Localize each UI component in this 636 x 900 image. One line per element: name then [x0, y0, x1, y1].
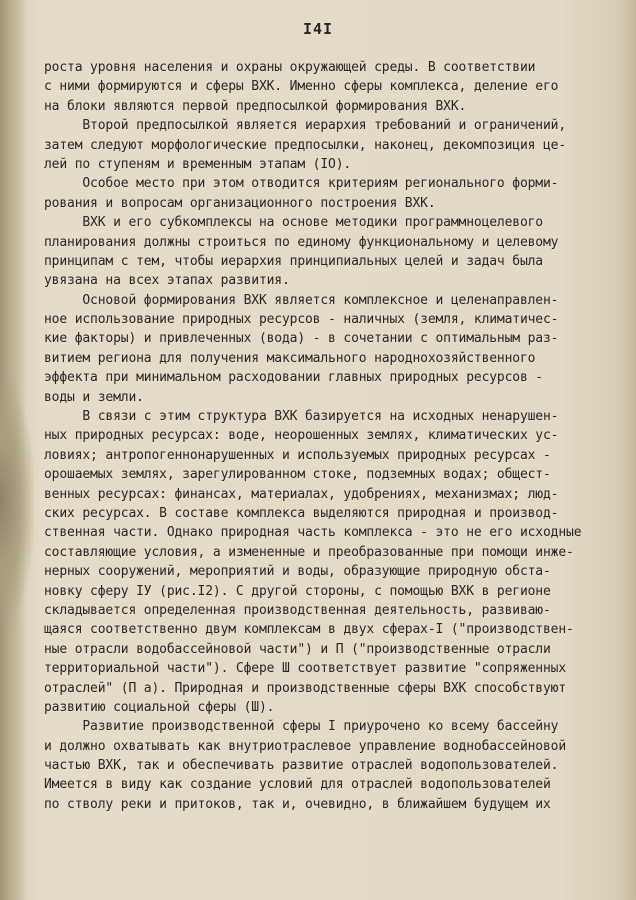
text-line: отраслей" (П а). Природная и производственные сферы ВХК способствуют [44, 680, 567, 696]
text-line: составляющие условия, а измененные и преобразованные при помощи инже- [44, 544, 574, 560]
text-line: новку сферу IУ (рис.I2). С другой стороны, с помощью ВХК в регионе [44, 583, 551, 599]
text-line: эффекта при минимальном расходовании главных природных ресурсов - [44, 370, 543, 386]
text-line: роста уровня населения и охраны окружающей среды. В соответствии [44, 60, 536, 75]
text-line: затем следуют морфологические предпосылки, наконец, декомпозиция це- [44, 137, 567, 153]
text-line: с ними формируются и сферы ВХК. Именно сферы комплекса, деление его [44, 79, 559, 95]
text-line: ВХК и его субкомплексы на основе методики программноцелевого [44, 215, 543, 231]
text-line: ное использование природных ресурсов - наличных (земля, климатичес- [44, 312, 559, 328]
text-line: ловиях; антропогеннонарушенных и используемых природных ресурсах - [44, 447, 551, 463]
text-line: и должно охватывать как внутриотраслевое управление воднобассейновой [44, 738, 567, 754]
text-line: частью ВХК, так и обеспечивать развитие отраслей водопользователей. [44, 758, 559, 774]
text-line: принципам с тем, чтобы иерархия принципиальных целей и задач была [44, 253, 543, 269]
text-line: по стволу реки и притоков, так и, очевидно, в ближайшем будущем их [44, 796, 551, 812]
text-line: ных природных ресурсах: воде, неорошенных землях, климатических ус- [44, 428, 559, 444]
text-line: увязана на всех этапах развития. [44, 273, 290, 289]
text-line: планирования должны строиться по единому функциональному и целевому [44, 234, 559, 250]
body-text [44, 58, 619, 814]
text-line: Особое место при этом отводится критериям регионального форми- [44, 176, 559, 192]
text-line: венных ресурсах: финансах, материалах, удобрениях, механизмах; люд- [44, 486, 559, 502]
text-line: орошаемых землях, зарегулированном стоке, подземных водах; общест- [44, 467, 551, 483]
text-line: ные отрасли водобассейновой части") и П ("производственные отрасли [44, 641, 551, 657]
text-line: лей по ступеням и временным этапам (IO). [44, 156, 352, 172]
text-line: воды и земли. [44, 389, 144, 405]
text-line: Имеется в виду как создание условий для отраслей водопользователей [44, 777, 551, 793]
text-line: В связи с этим структура ВХК базируется на исходных ненарушен- [44, 409, 559, 425]
page-number: I4I [302, 20, 334, 38]
text-line: Основой формирования ВХК является комплексное и целенаправлен- [44, 292, 559, 308]
text-line: развитию социальной сферы (Ш). [44, 699, 275, 715]
text-line: складывается определенная производственная деятельность, развиваю- [44, 602, 551, 618]
torn-margin-stain [0, 378, 34, 628]
text-line: на блоки являются первой предпосылкой формирования ВХК. [44, 98, 467, 114]
text-line: ственная части. Однако природная часть комплекса - это не его исходные [44, 525, 582, 541]
text-line: Развитие производственной сферы I приурочено ко всему бассейну [44, 719, 559, 735]
text-line: щаяся соответственно двум комплексам в двух сферах-I ("производствен- [44, 622, 574, 638]
text-line: нерных сооружений, мероприятий и воды, образующие природную обста- [44, 564, 551, 580]
text-line: витием региона для получения максимального народнохозяйственного [44, 350, 536, 366]
text-line: территориальной части"). Сфере Ш соответствует развитие "сопряженных [44, 661, 567, 677]
text-line: ских ресурсах. В составе комплекса выделяются природная и производ- [44, 505, 559, 521]
text-line: кие факторы) и привлеченных (вода) - в сочетании с оптимальным раз- [44, 331, 559, 347]
text-line: Второй предпосылкой является иерархия требований и ограничений, [44, 118, 567, 134]
text-line: рования и вопросам организационного построения ВХК. [44, 195, 436, 211]
